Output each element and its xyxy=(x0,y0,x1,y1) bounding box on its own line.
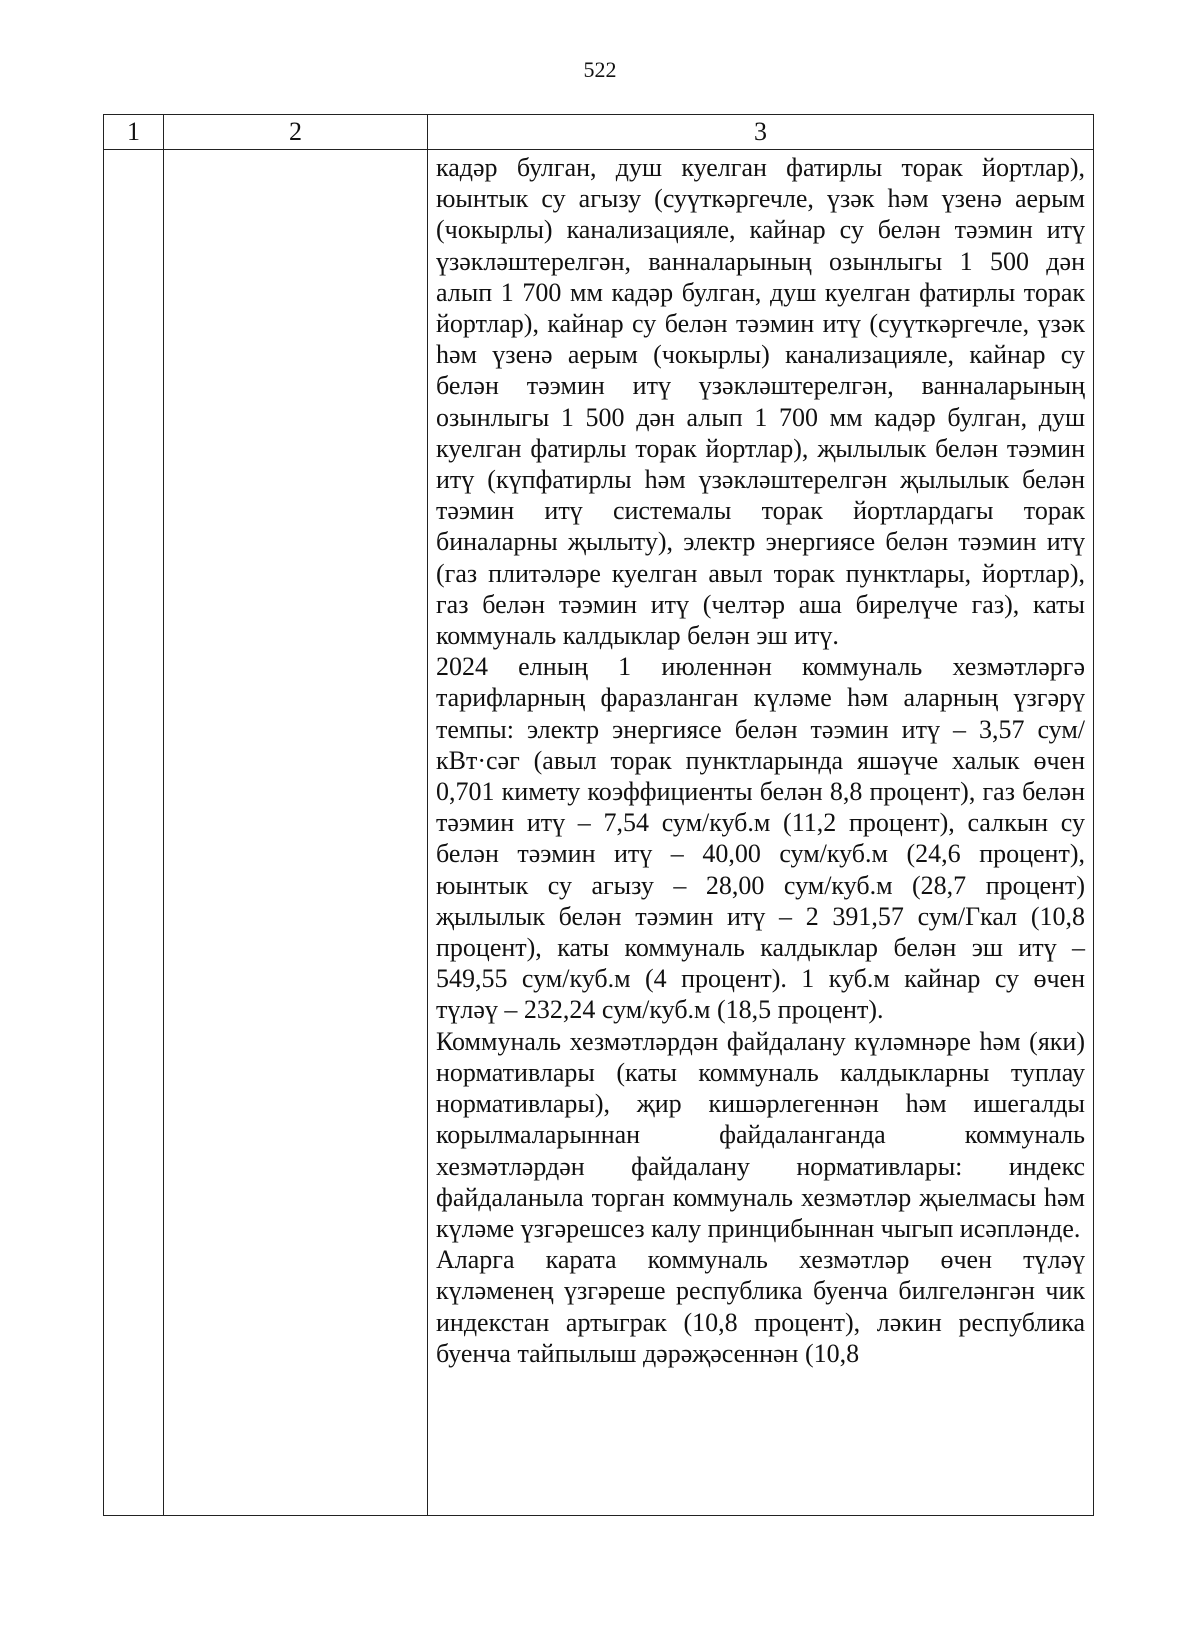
paragraph-payment-change: Аларга карата коммуналь хезмәтләр өчен түләү күләменең үзгәреше республика буенча билгеләнгән чик индекстан артыграк (10,8 процент), ләкин республика буенча тайпылыш дәрәҗәсеннән (10,8 xyxy=(436,1245,1085,1368)
document-table xyxy=(103,114,1094,1516)
table-body-row xyxy=(104,150,1094,1516)
paragraph-tariffs-2024: 2024 елның 1 июленнән коммуналь хезмәтләргә тарифларның фаразланган күләме һәм аларның үзгәрү темпы: электр энергиясе белән тәэмин итү – 3,57 сум/кВт·сәг (авыл торак пунктларында яшәүче халык өчен 0,701 кимету коэффициенты белән 8,8 процент), газ белән тәэмин итү – 7,54 сум/куб.м (11,2 процент), салкын су белән тәэмин итү – 40,00 сум/куб.м (24,6 процент), юынтык су агызу – 28,00 сум/куб.м (28,7 процент) җылылык белән тәэмин итү – 2 391,57 сум/Гкал (10,8 процент), каты коммуналь калдыклар белән эш итү – 549,55 сум/куб.м (4 процент). 1 куб.м кайнар су өчен түләү – 232,24 сум/куб.м (18,5 процент). xyxy=(436,652,1085,1025)
cell-column-1 xyxy=(104,150,164,1516)
table-header-row xyxy=(104,115,1094,150)
paragraph-consumption-norms: Коммуналь хезмәтләрдән файдалану күләмнәре һәм (яки) нормативлары (каты коммуналь калдыкларны туплау нормативлары), җир кишәрлегеннән һәм ишегалды корылмаларыннан файдаланганда коммуналь хезмәтләрдән файдалану нормативлары: индекс файдаланыла торган коммуналь хезмәтләр җыелмасы һәм күләме үзгәрешсез калу принцибыннан чыгып исәпләнде. xyxy=(436,1026,1085,1243)
page-number: 522 xyxy=(583,57,617,82)
column-header-2: 2 xyxy=(164,115,428,150)
cell-column-3 xyxy=(428,150,1094,1516)
paragraph-utilities-list: кадәр булган, душ куелган фатирлы торак йортлар), юынтык су агызу (суүткәргечле, үзәк һәм үзенә аерым (чокырлы) канализацияле, кайнар су белән тәэмин итү үзәкләштерелгән, ванналарының озынлыгы 1 500 дән алып 1 700 мм кадәр булган, душ куелган фатирлы торак йортлар), кайнар су белән тәэмин итү (суүткәргечле, үзәк һәм үзенә аерым (чокырлы) канализацияле, кайнар су белән тәэмин итү үзәкләштерелгән, ванналарының озынлыгы 1 500 дән алып 1 700 мм кадәр булган, душ куелган фатирлы торак йортлар), җылылык белән тәэмин итү (күпфатирлы һәм үзәкләштерелгән җылылык белән тәэмин итү системалы торак йортлардагы торак биналарны җылыту), электр энергиясе белән тәэмин итү (газ плитәләре куелган авыл торак пунктлары, йортлар), газ белән тәэмин итү (челтәр аша бирелүче газ), каты коммуналь калдыклар белән эш итү. xyxy=(436,153,1085,651)
cell-column-2 xyxy=(164,150,428,1516)
column-header-1: 1 xyxy=(104,115,164,150)
column-header-3: 3 xyxy=(428,115,1094,150)
